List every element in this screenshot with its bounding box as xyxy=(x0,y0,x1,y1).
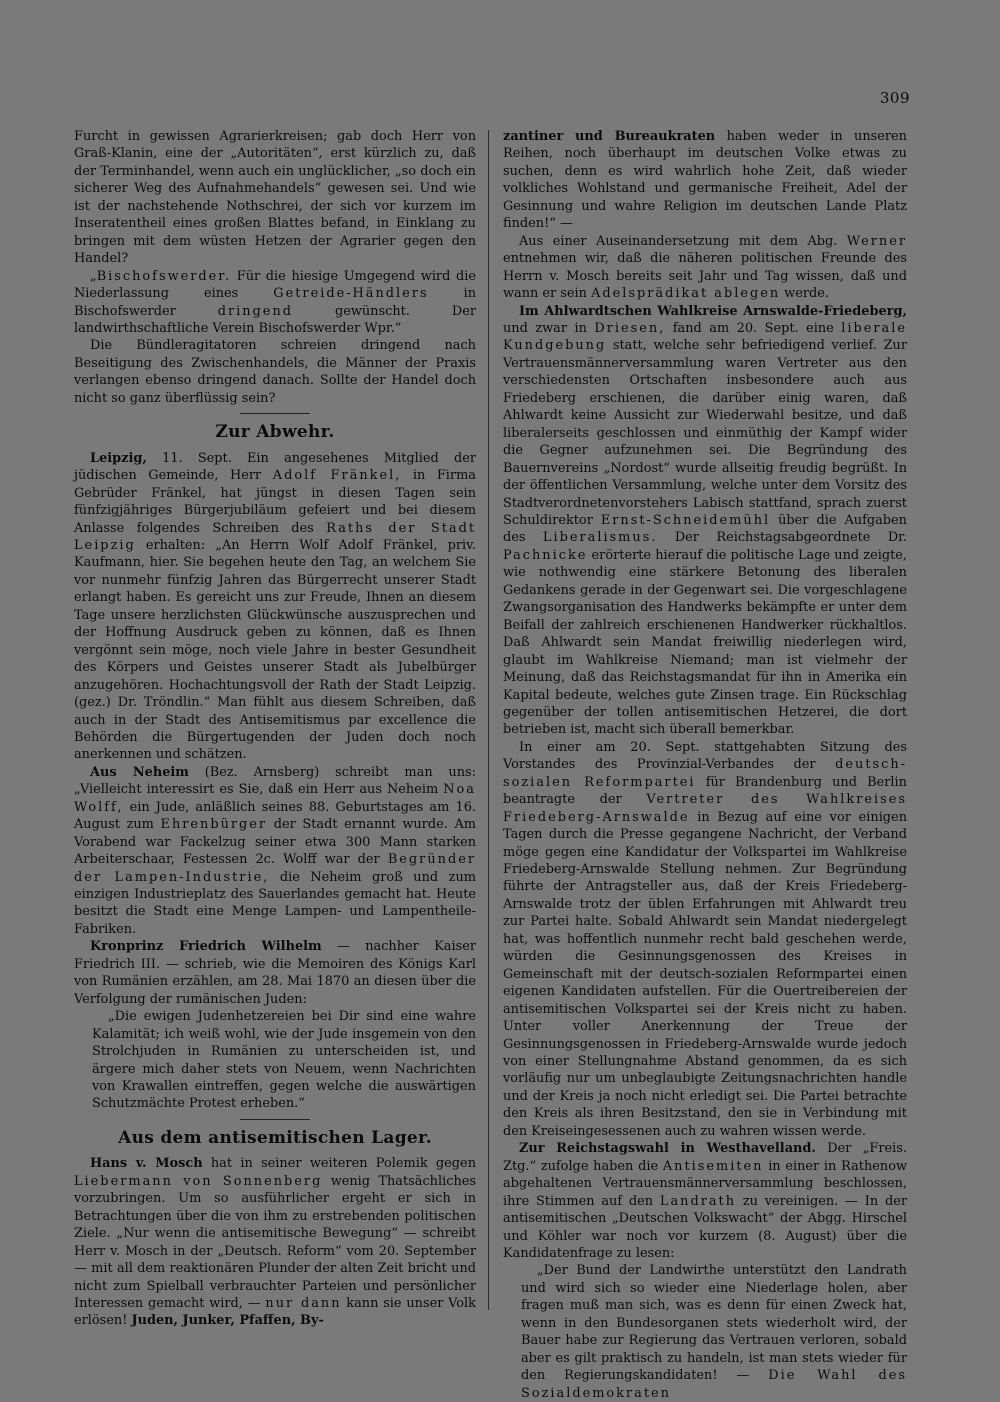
left-column xyxy=(74,128,476,1330)
article-text: zantiner und Bureaukraten haben weder in unseren Reihen, noch überhaupt im deutschen Volke etwas zu suchen, denn es wird wahrlich hohe Zeit, daß wieder volkliches Wohlstand und germanische Freiheit, Adel der Gesinnung und wahre Religion im deutschen Lande Platz finden!“ — xyxy=(503,129,907,232)
article-text: Furcht in gewissen Agrarierkreisen; gab doch Herr von Graß-Klanin, eine der „Autoritäten“, erst kürzlich zu, daß der Terminhandel, wenn auch ein unglücklicher, „so doch ein sicherer Weg des Aufnahmehandels“ gewesen sei. Und wie ist der nachstehende Nothschrei, der sich vor kurzem im Inseratentheil eines großen Blattes befand, in Einklang zu bringen mit dem wüsten Hetzen der Agrarier gegen den Handel? xyxy=(74,129,476,267)
article-text: Im Ahlwardtschen Wahlkreise Arnswalde-Friedeberg, und zwar in Driesen, fand am 20. Sept. eine liberale Kundgebung statt, welche sehr befriedigend verlief. Zur Vertrauensmännerversammlung waren Vertreter aus den verschiedensten Ortschaften insbesondere auch aus Friedeberg erschienen, die darüber einig waren, daß Ahlwardt keine Aussicht zur Wiederwahl besitze, und daß liberalerseits geschlossen und einmüthig der Kampf wider die Gegner aufzunehmen sei. Die Begründung des Bauernvereins „Nordost“ wurde allseitig freudig begrüßt. In der öffentlichen Versammlung, welche unter dem Vorsitz des Stadtverordnetenvorstehers Labisch stattfand, sprach zuerst Schuldirektor Ernst-Schneidemühl über die Aufgaben des Liberalismus. Der Reichstagsabgeordnete Dr. Pachnicke erörterte hierauf die politische Lage und zeigte, wie nothwendig eine stärkere Betonung des liberalen Gedankens gerade in der Gegenwart sei. Die vorgeschlagene Zwangsorganisation des Handwerks bekämpfte er unter dem Beifall der zahlreich erschienenen Handwerker rückhaltlos. Daß Ahlwardt sein Mandat freiwillig niederlegen wird, glaubt im Wahlkreise Niemand; man ist vielmehr der Meinung, daß das Reichstagsmandat für ihn in Amerika ein Kapital bedeute, welches gute Zinsen trage. Ein Rückschlag gegenüber der tollen antisemitischen Hetzerei, die dort betrieben ist, macht sich überall bemerkbar. xyxy=(503,303,908,738)
article-text: In einer am 20. Sept. stattgehabten Sitzung des Vorstandes des Provinzial-Verbandes der deutsch-sozialen Reformpartei für Brandenburg und Berlin beantragte der Vertreter des Wahlkreises Friedeberg-Arnswalde in Bezug auf eine vor einigen Tagen durch die Presse gegangene Nachricht, der Verband möge gegen eine Kandidatur der Volkspartei im Wahlkreise Friedeberg-Arnswalde Stellung nehmen. Zur Begründung führte der Antragsteller aus, daß der Kreis Friedeberg-Arnswalde trotz der üblen Erfahrungen mit Ahlwardt treu zur Partei halte. Sobald Ahlwardt sein Mandat niedergelegt hat, was hoffentlich nunmehr recht bald geschehen werde, würden die Gesinnungsgenossen des Kreises in Gemeinschaft mit der deutsch-sozialen Reformpartei einen eigenen Kandidaten aufstellen. Für die Ouertreibereien der antisemitischen Volkspartei sei der Kreis nicht zu haben. Unter voller Anerkennung der Treue der Gesinnungsgenossen in Friedeberg-Arnswalde wurde jedoch von einer Stellungnahme Abstand genommen, da es sich vorläufig nur um unbeglaubigte Zeitungsnachrichten handle und der Kreis ja noch nicht erledigt sei. Die Partei betrachte den Kreis als ihren Besitzstand, den sie in Verbindung mit den Kreiseingesessenen auch zu wahren wissen werde. xyxy=(503,739,907,1139)
article-text: Aus Neheim (Bez. Arnsberg) schreibt man uns: „Vielleicht interessirt es Sie, daß ein Herr aus Neheim Noa Wolff, ein Jude, anläßlich seines 88. Geburtstages am 16. August zum Ehrenbürger der Stadt ernannt wurde. Am Vorabend war Fackelzug seiner etwa 300 Mann starken Arbeiterschaar, Festessen 2c. Wolff war der Begründer der Lampen-Industrie, die Neheim groß und zum einzigen Industrieplatz des Sauerlandes gemacht hat. Heute besitzt die Stadt eine Menge Lampen- und Lampentheile-Fabriken. xyxy=(74,764,476,937)
quoted-text: „Der Bund der Landwirthe unterstützt den Landrath und wird sich so wieder eine Niederlage holen, aber fragen muß man sich, was es denn für einen Zweck hat, wenn in den Bundesorganen stets wiederholt wird, der Bauer habe zur Regierung das Vertrauen verloren, sobald aber es gilt praktisch zu handeln, ist man stets wieder für den Regierungskandidaten! — Die Wahl des Sozialdemokraten xyxy=(521,1263,907,1401)
article-text: Die Bündleragitatoren schreien dringend nach Beseitigung des Zwischenhandels, die Männer der Praxis verlangen ebenso dringend danach. Sollte der Handel doch nicht so ganz überflüssig sein? xyxy=(74,338,476,406)
section-heading: Zur Abwehr. xyxy=(215,422,335,443)
right-column xyxy=(503,128,907,1402)
article-text: „Bischofswerder. Für die hiesige Umgegend wird die Niederlassung eines Getreide-Händlers in Bischofswerder dringend gewünscht. Der landwirthschaftliche Verein Bischofswerder Wpr.“ xyxy=(74,268,476,336)
section-divider xyxy=(240,1119,310,1120)
article-text: Aus einer Auseinandersetzung mit dem Abg. Werner entnehmen wir, daß die näheren politischen Freunde des Herrn v. Mosch bereits seit Jahr und Tag wissen, daß und wann er sein Adelsprädikat ablegen werde. xyxy=(503,233,907,302)
article-text: Leipzig, 11. Sept. Ein angesehenes Mitglied der jüdischen Gemeinde, Herr Adolf Fränkel, in Firma Gebrüder Fränkel, hat jüngst in diesen Tagen sein fünfzigjähriges Bürgerjubiläum gefeiert und bei diesem Anlasse folgendes Schreiben des Raths der Stadt Leipzig erhalten: „An Herrn Wolf Adolf Fränkel, priv. Kaufmann, hier. Sie begehen heute den Tag, an welchem Sie vor nunmehr fünfzig Jahren das Bürgerrecht unserer Stadt erlangt haben. Es gereicht uns zur Freude, Ihnen an diesem Tage unsere herzlichsten Glückwünsche auszusprechen und der Hoffnung Ausdruck geben zu können, daß es Ihnen vergönnt sein möge, noch viele Jahre in bester Gesundheit des Körpers und Geistes unserer Stadt als Jubelbürger anzugehören. Hochachtungsvoll der Rath der Stadt Leipzig. (gez.) Dr. Tröndlin.“ Man fühlt aus diesem Schreiben, daß auch in der Stadt des Antisemitismus par excellence die Behörden die Bürgertugenden der Juden doch noch anerkennen und schätzen. xyxy=(74,450,476,763)
quoted-text: „Die ewigen Judenhetzereien bei Dir sind eine wahre Kalamität; ich weiß wohl, wie der Jude insgemein von den Strolchjuden in Rumänien zu unterscheiden ist, und ärgere mich daher stets von Neuem, wenn Nachrichten von Krawallen eintreffen, gegen welche die auswärtigen Schutzmächte Protest erheben.“ xyxy=(92,1009,476,1112)
column-rule xyxy=(488,130,489,1310)
article-text: Zur Reichstagswahl in Westhavelland. Der „Freis. Ztg.“ zufolge haben die Antisemiten in einer in Rathenow abgehaltenen Vertrauensmännerversammlung beschlossen, ihre Stimmen auf den Landrath zu vereinigen. — In der antisemitischen „Deutschen Volkswacht“ der Abgg. Hirschel und Köhler war noch vor kurzem (8. August) über die Kandidatenfrage zu lesen: xyxy=(503,1141,907,1261)
page-number: 309 xyxy=(879,89,910,107)
section-heading: Aus dem antisemitischen Lager. xyxy=(118,1127,432,1148)
article-text: Kronprinz Friedrich Wilhelm — nachher Kaiser Friedrich III. — schrieb, wie die Memoiren des Königs Karl von Rumänien erzählen, am 28. Mai 1870 an diesen über die Verfolgung der rumänischen Juden: xyxy=(74,939,476,1007)
article-text: Hans v. Mosch hat in seiner weiteren Polemik gegen Liebermann von Sonnenberg wenig Thatsächliches vorzubringen. Um so ausführlicher ergeht er sich in Betrachtungen über die von ihm zu erstrebenden politischen Ziele. „Nur wenn die antisemitische Bewegung“ — schreibt Herr v. Mosch in der „Deutsch. Reform“ vom 20. September — mit all dem reaktionären Plunder der alten Zeit bricht und nicht zum Spielball verbrauchter Parteien und persönlicher Interessen gemacht wird, — nur dann kann sie unser Volk erlösen! Juden, Junker, Pfaffen, By- xyxy=(74,1156,476,1329)
section-divider xyxy=(240,413,310,414)
